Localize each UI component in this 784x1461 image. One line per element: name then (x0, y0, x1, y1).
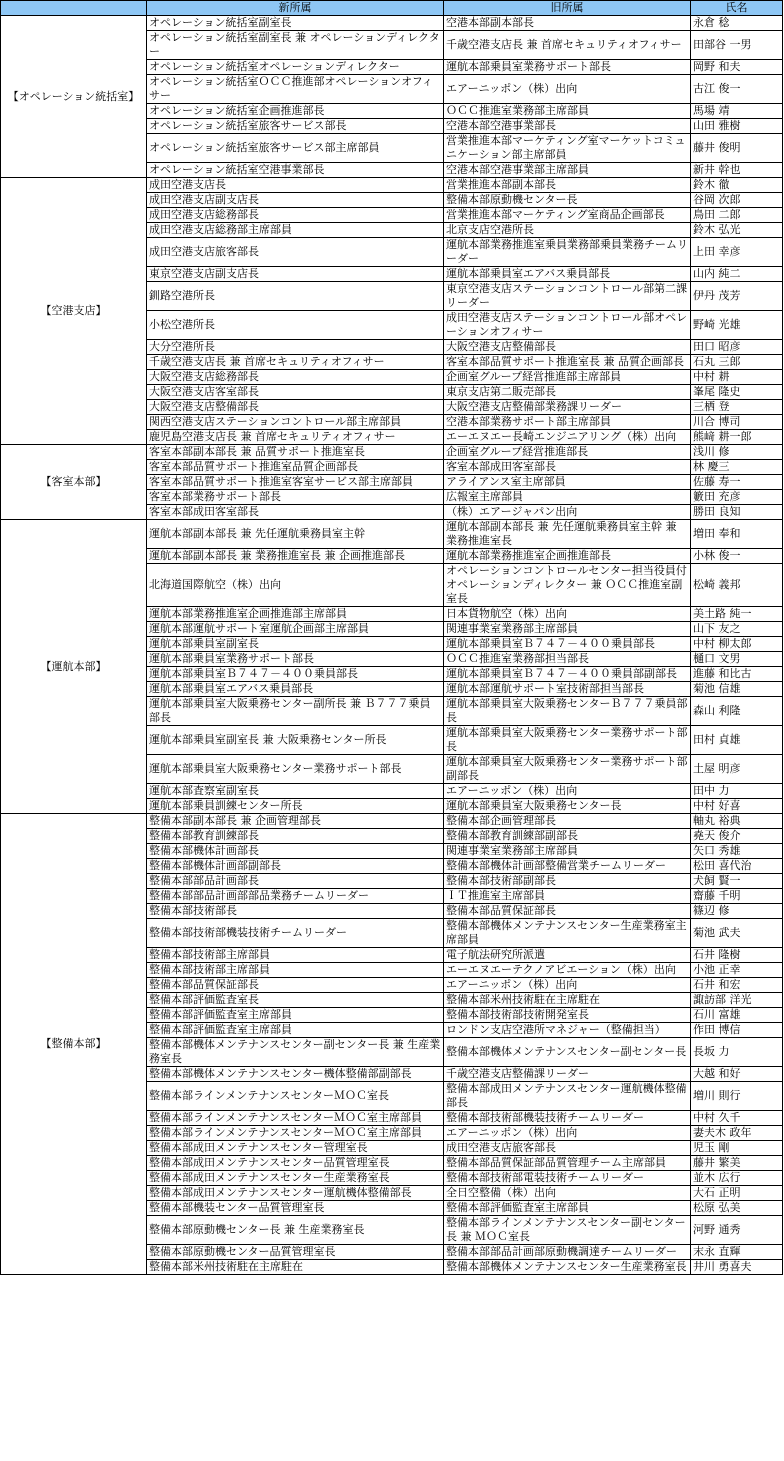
person-name-cell: 藤井 繁美 (691, 1156, 783, 1171)
new-affiliation-cell: 鹿児島空港支店長 兼 首席セキュリティオフィサー (147, 430, 444, 445)
table-row (1, 520, 783, 549)
old-affiliation-cell: 東京支店第二販売部長 (444, 385, 691, 400)
group-label-cell: 【客室本部】 (1, 445, 147, 520)
old-affiliation-cell: 運航本部運航サポート室技術部担当部長 (444, 682, 691, 697)
header-row (1, 1, 783, 16)
new-affiliation-cell: 運航本部査察室副室長 (147, 784, 444, 799)
person-name-cell: 大石 正明 (691, 1186, 783, 1201)
new-affiliation-cell: 整備本部ラインメンテナンスセンターＭＯＣ室長 (147, 1082, 444, 1111)
table-row (1, 814, 783, 829)
old-affiliation-cell: 客室本部成田客室部長 (444, 460, 691, 475)
person-name-cell: 田中 力 (691, 784, 783, 799)
new-affiliation-cell: 大分空港所長 (147, 340, 444, 355)
new-affiliation-cell: 客室本部業務サポート部長 (147, 490, 444, 505)
column-header-new-affiliation: 新所属 (147, 1, 444, 16)
old-affiliation-cell: 運航本部乗員室大阪乗務センター長 (444, 799, 691, 814)
old-affiliation-cell: 整備本部機体計画部整備営業チームリーダー (444, 859, 691, 874)
old-affiliation-cell: 整備本部技術部技術開発室長 (444, 1008, 691, 1023)
new-affiliation-cell: 整備本部技術部長 (147, 904, 444, 919)
new-affiliation-cell: 釧路空港所長 (147, 282, 444, 311)
new-affiliation-cell: 整備本部米州技術駐在主席駐在 (147, 1260, 444, 1275)
person-name-cell: 松崎 義邦 (691, 564, 783, 607)
old-affiliation-cell: 整備本部成田メンテナンスセンター運航機体整備部長 (444, 1082, 691, 1111)
person-name-cell: 堯天 俊介 (691, 829, 783, 844)
person-name-cell: 齋藤 千明 (691, 889, 783, 904)
old-affiliation-cell: 運航本部乗員室Ｂ７４７－４００乗員部長 (444, 637, 691, 652)
new-affiliation-cell: 整備本部評価監査室主席部員 (147, 1008, 444, 1023)
person-name-cell: 作田 博信 (691, 1023, 783, 1038)
table-row (1, 178, 783, 193)
group-label-cell: 【運航本部】 (1, 520, 147, 814)
old-affiliation-cell: 企画室グループ経営推進部主席部員 (444, 370, 691, 385)
person-name-cell: 新井 幹也 (691, 163, 783, 178)
person-name-cell: 森山 利隆 (691, 697, 783, 726)
old-affiliation-cell: ロンドン支店空港所マネジャー（整備担当） (444, 1023, 691, 1038)
table-row (1, 16, 783, 31)
person-name-cell: 林 慶三 (691, 460, 783, 475)
person-name-cell: 増川 則行 (691, 1082, 783, 1111)
old-affiliation-cell: 運航本部乗員室業務サポート部長 (444, 60, 691, 75)
old-affiliation-cell: 整備本部評価監査室主席部員 (444, 1201, 691, 1216)
person-name-cell: 小林 俊一 (691, 549, 783, 564)
new-affiliation-cell: オペレーション統括室副室長 兼 オペレーションディレクター (147, 31, 444, 60)
person-name-cell: 石川 富雄 (691, 1008, 783, 1023)
new-affiliation-cell: 成田空港支店総務部主席部員 (147, 223, 444, 238)
person-name-cell: 鈴木 徹 (691, 178, 783, 193)
old-affiliation-cell: 整備本部機体メンテナンスセンター生産業務室主席部員 (444, 919, 691, 948)
new-affiliation-cell: 運航本部副本部長 兼 業務推進室長 兼 企画推進部長 (147, 549, 444, 564)
person-name-cell: 松原 弘美 (691, 1201, 783, 1216)
person-name-cell: 熊﨑 耕一郎 (691, 430, 783, 445)
new-affiliation-cell: 整備本部副本部長 兼 企画管理部長 (147, 814, 444, 829)
person-name-cell: 田口 昭彦 (691, 340, 783, 355)
group-label-cell: 【空港支店】 (1, 178, 147, 445)
old-affiliation-cell: 運航本部乗員室大阪乗務センター業務サポート部長 (444, 726, 691, 755)
person-name-cell: 三栖 登 (691, 400, 783, 415)
column-header-old-affiliation: 旧所属 (444, 1, 691, 16)
person-name-cell: 石丸 三郎 (691, 355, 783, 370)
new-affiliation-cell: 千歳空港支店長 兼 首席セキュリティオフィサー (147, 355, 444, 370)
old-affiliation-cell: 整備本部部品計画部原動機調達チームリーダー (444, 1245, 691, 1260)
person-name-cell: 田部谷 一男 (691, 31, 783, 60)
person-name-cell: 籔田 充彦 (691, 490, 783, 505)
new-affiliation-cell: 整備本部品質保証部長 (147, 978, 444, 993)
old-affiliation-cell: 整備本部品質保証部長 (444, 904, 691, 919)
table-row (1, 445, 783, 460)
new-affiliation-cell: 整備本部成田メンテナンスセンター品質管理室長 (147, 1156, 444, 1171)
old-affiliation-cell: 整備本部機体メンテナンスセンター副センター長 (444, 1038, 691, 1067)
old-affiliation-cell: エアーニッポン（株）出向 (444, 784, 691, 799)
person-name-cell: 妻夫木 政年 (691, 1126, 783, 1141)
person-name-cell: 大越 和好 (691, 1067, 783, 1082)
person-name-cell: 山内 純二 (691, 267, 783, 282)
old-affiliation-cell: 関連事業室業務部主席部員 (444, 622, 691, 637)
old-affiliation-cell: エアーニッポン（株）出向 (444, 978, 691, 993)
person-name-cell: 河野 通秀 (691, 1216, 783, 1245)
person-name-cell: 美土路 純一 (691, 607, 783, 622)
column-header-name: 氏名 (691, 1, 783, 16)
old-affiliation-cell: 北京支店空港所長 (444, 223, 691, 238)
person-name-cell: 山下 友之 (691, 622, 783, 637)
old-affiliation-cell: ＯＣＣ推進室業務部担当部長 (444, 652, 691, 667)
old-affiliation-cell: 整備本部技術部副部長 (444, 874, 691, 889)
person-name-cell: 土屋 明彦 (691, 755, 783, 784)
person-name-cell: 犬飼 賢一 (691, 874, 783, 889)
old-affiliation-cell: 空港本部空港事業部長 (444, 119, 691, 134)
new-affiliation-cell: 整備本部教育訓練部長 (147, 829, 444, 844)
person-name-cell: 石井 隆樹 (691, 948, 783, 963)
old-affiliation-cell: 日本貨物航空（株）出向 (444, 607, 691, 622)
person-name-cell: 菊池 武夫 (691, 919, 783, 948)
new-affiliation-cell: 運航本部乗員室副室長 兼 大阪乗務センター所長 (147, 726, 444, 755)
person-name-cell: 佐藤 寿一 (691, 475, 783, 490)
old-affiliation-cell: 整備本部機体メンテナンスセンター生産業務室長 (444, 1260, 691, 1275)
old-affiliation-cell: 空港本部業務サポート部主席部員 (444, 415, 691, 430)
person-name-cell: 中村 耕 (691, 370, 783, 385)
person-name-cell: 菊池 信雄 (691, 682, 783, 697)
column-header-group (1, 1, 147, 16)
person-name-cell: 中村 柳太郎 (691, 637, 783, 652)
person-name-cell: 井川 勇喜夫 (691, 1260, 783, 1275)
person-name-cell: 進藤 和比古 (691, 667, 783, 682)
new-affiliation-cell: 運航本部乗員室大阪乗務センター業務サポート部長 (147, 755, 444, 784)
person-name-cell: 中村 好喜 (691, 799, 783, 814)
new-affiliation-cell: 関西空港支店ステーションコントロール部主席部員 (147, 415, 444, 430)
old-affiliation-cell: 整備本部原動機センター長 (444, 193, 691, 208)
new-affiliation-cell: 運航本部乗員室業務サポート部長 (147, 652, 444, 667)
old-affiliation-cell: 整備本部品質保証部品質管理チーム主席部員 (444, 1156, 691, 1171)
old-affiliation-cell: 電子航法研究所派遣 (444, 948, 691, 963)
new-affiliation-cell: オペレーション統括室旅客サービス部主席部員 (147, 134, 444, 163)
old-affiliation-cell: アライアンス室主席部員 (444, 475, 691, 490)
group-label-cell: 【整備本部】 (1, 814, 147, 1275)
old-affiliation-cell: 空港本部空港事業部主席部員 (444, 163, 691, 178)
person-name-cell: 永倉 稔 (691, 16, 783, 31)
new-affiliation-cell: 整備本部ラインメンテナンスセンターＭＯＣ室主席部員 (147, 1111, 444, 1126)
person-name-cell: 山田 雅樹 (691, 119, 783, 134)
new-affiliation-cell: オペレーション統括室ＯＣＣ推進部オペレーションオフィサー (147, 75, 444, 104)
new-affiliation-cell: 成田空港支店副支店長 (147, 193, 444, 208)
new-affiliation-cell: 整備本部評価監査室主席部員 (147, 1023, 444, 1038)
person-name-cell: 小池 正幸 (691, 963, 783, 978)
new-affiliation-cell: 運航本部乗員室大阪乗務センター副所長 兼 Ｂ７７７乗員部長 (147, 697, 444, 726)
old-affiliation-cell: オペレーションコントロールセンター担当役員付 オペレーションディレクター 兼 ＯＣＣ推進室副室長 (444, 564, 691, 607)
new-affiliation-cell: 整備本部成田メンテナンスセンター生産業務室長 (147, 1171, 444, 1186)
new-affiliation-cell: 整備本部評価監査室長 (147, 993, 444, 1008)
old-affiliation-cell: 客室本部品質サポート推進室長 兼 品質企画部長 (444, 355, 691, 370)
new-affiliation-cell: 整備本部技術部主席部員 (147, 948, 444, 963)
new-affiliation-cell: 運航本部乗員室エアバス乗員部長 (147, 682, 444, 697)
old-affiliation-cell: 営業推進本部副本部長 (444, 178, 691, 193)
new-affiliation-cell: 整備本部ラインメンテナンスセンターＭＯＣ室主席部員 (147, 1126, 444, 1141)
person-name-cell: 上田 幸彦 (691, 238, 783, 267)
old-affiliation-cell: 全日空整備（株）出向 (444, 1186, 691, 1201)
person-name-cell: 篠辺 修 (691, 904, 783, 919)
new-affiliation-cell: オペレーション統括室副室長 (147, 16, 444, 31)
new-affiliation-cell: 整備本部機体メンテナンスセンター副センター長 兼 生産業務室長 (147, 1038, 444, 1067)
person-name-cell: 樋口 文男 (691, 652, 783, 667)
old-affiliation-cell: エアーニッポン（株）出向 (444, 75, 691, 104)
person-name-cell: 馬場 靖 (691, 104, 783, 119)
old-affiliation-cell: 成田空港支店ステーションコントロール部オペレーションオフィサー (444, 311, 691, 340)
new-affiliation-cell: 運航本部乗員訓練センター所長 (147, 799, 444, 814)
old-affiliation-cell: 整備本部ラインメンテナンスセンター副センター長 兼 ＭＯＣ室長 (444, 1216, 691, 1245)
old-affiliation-cell: 整備本部技術部電装技術チームリーダー (444, 1171, 691, 1186)
new-affiliation-cell: 成田空港支店旅客部長 (147, 238, 444, 267)
old-affiliation-cell: 大阪空港支店整備部業務課リーダー (444, 400, 691, 415)
old-affiliation-cell: 整備本部技術部機装技術チームリーダー (444, 1111, 691, 1126)
new-affiliation-cell: 大阪空港支店客室部長 (147, 385, 444, 400)
old-affiliation-cell: 運航本部乗員室エアバス乗員部長 (444, 267, 691, 282)
new-affiliation-cell: オペレーション統括室企画推進部長 (147, 104, 444, 119)
table-header (1, 1, 783, 16)
old-affiliation-cell: 広報室主席部員 (444, 490, 691, 505)
old-affiliation-cell: 大阪空港支店整備部長 (444, 340, 691, 355)
old-affiliation-cell: エアーニッポン（株）出向 (444, 1126, 691, 1141)
new-affiliation-cell: 小松空港所長 (147, 311, 444, 340)
person-name-cell: 伊丹 茂芳 (691, 282, 783, 311)
person-name-cell: 諏訪部 洋光 (691, 993, 783, 1008)
old-affiliation-cell: 整備本部米州技術駐在主席駐在 (444, 993, 691, 1008)
old-affiliation-cell: 営業推進本部マーケティング室マーケットコミュニケーション部主席部員 (444, 134, 691, 163)
group-label-cell: 【オペレーション統括室】 (1, 16, 147, 178)
old-affiliation-cell: ＩＴ推進室主席部員 (444, 889, 691, 904)
new-affiliation-cell: 整備本部機体計画部長 (147, 844, 444, 859)
new-affiliation-cell: 整備本部機体計画部副部長 (147, 859, 444, 874)
new-affiliation-cell: 北海道国際航空（株）出向 (147, 564, 444, 607)
new-affiliation-cell: 客室本部副本部長 兼 品質サポート推進室長 (147, 445, 444, 460)
old-affiliation-cell: 営業推進本部マーケティング室商品企画部長 (444, 208, 691, 223)
old-affiliation-cell: 運航本部業務推進室企画推進部長 (444, 549, 691, 564)
person-name-cell: 石井 和宏 (691, 978, 783, 993)
old-affiliation-cell: ＯＣＣ推進室業務部主席部員 (444, 104, 691, 119)
old-affiliation-cell: 空港本部副本部長 (444, 16, 691, 31)
old-affiliation-cell: 千歳空港支店整備課リーダー (444, 1067, 691, 1082)
old-affiliation-cell: エーエヌエー長崎エンジニアリング（株）出向 (444, 430, 691, 445)
new-affiliation-cell: 整備本部原動機センター品質管理室長 (147, 1245, 444, 1260)
new-affiliation-cell: オペレーション統括室オペレーションディレクター (147, 60, 444, 75)
new-affiliation-cell: 運航本部運航サポート室運航企画部主席部員 (147, 622, 444, 637)
old-affiliation-cell: 整備本部企画管理部長 (444, 814, 691, 829)
new-affiliation-cell: オペレーション統括室空港事業部長 (147, 163, 444, 178)
person-name-cell: 勝田 良知 (691, 505, 783, 520)
new-affiliation-cell: 成田空港支店総務部長 (147, 208, 444, 223)
person-name-cell: 末永 直輝 (691, 1245, 783, 1260)
person-name-cell: 軸丸 裕典 (691, 814, 783, 829)
new-affiliation-cell: 整備本部機装センター品質管理室長 (147, 1201, 444, 1216)
person-name-cell: 藤井 俊明 (691, 134, 783, 163)
new-affiliation-cell: 整備本部原動機センター長 兼 生産業務室長 (147, 1216, 444, 1245)
new-affiliation-cell: 整備本部部品計画部長 (147, 874, 444, 889)
old-affiliation-cell: 運航本部乗員室大阪乗務センター業務サポート部副部長 (444, 755, 691, 784)
new-affiliation-cell: 運航本部乗員室Ｂ７４７－４００乗員部長 (147, 667, 444, 682)
old-affiliation-cell: （株）エアージャパン出向 (444, 505, 691, 520)
old-affiliation-cell: 運航本部業務推進室乗員業務部乗員業務チームリーダー (444, 238, 691, 267)
person-name-cell: 増田 奉和 (691, 520, 783, 549)
old-affiliation-cell: 整備本部教育訓練部副部長 (444, 829, 691, 844)
person-name-cell: 古江 俊一 (691, 75, 783, 104)
old-affiliation-cell: 企画室グループ経営推進部長 (444, 445, 691, 460)
old-affiliation-cell: 運航本部副本部長 兼 先任運航乗務員室主幹 兼 業務推進室長 (444, 520, 691, 549)
old-affiliation-cell: エーエヌエーテクノアビエーション（株）出向 (444, 963, 691, 978)
person-name-cell: 松田 喜代治 (691, 859, 783, 874)
new-affiliation-cell: 客室本部成田客室部長 (147, 505, 444, 520)
new-affiliation-cell: 運航本部乗員室副室長 (147, 637, 444, 652)
person-name-cell: 長坂 力 (691, 1038, 783, 1067)
old-affiliation-cell: 成田空港支店旅客部長 (444, 1141, 691, 1156)
person-name-cell: 児玉 剛 (691, 1141, 783, 1156)
new-affiliation-cell: 東京空港支店副支店長 (147, 267, 444, 282)
new-affiliation-cell: 大阪空港支店整備部長 (147, 400, 444, 415)
new-affiliation-cell: 整備本部技術部機装技術チームリーダー (147, 919, 444, 948)
person-name-cell: 野崎 光雄 (691, 311, 783, 340)
person-name-cell: 中村 久千 (691, 1111, 783, 1126)
new-affiliation-cell: 成田空港支店長 (147, 178, 444, 193)
new-affiliation-cell: 客室本部品質サポート推進室客室サービス部主席部員 (147, 475, 444, 490)
person-name-cell: 鳥田 二郎 (691, 208, 783, 223)
table-body (1, 16, 783, 1275)
old-affiliation-cell: 千歳空港支店長 兼 首席セキュリティオフィサー (444, 31, 691, 60)
person-name-cell: 岡野 和夫 (691, 60, 783, 75)
new-affiliation-cell: 大阪空港支店総務部長 (147, 370, 444, 385)
old-affiliation-cell: 運航本部乗員室大阪乗務センターＢ７７７乗員部長 (444, 697, 691, 726)
new-affiliation-cell: 運航本部業務推進室企画推進部主席部員 (147, 607, 444, 622)
new-affiliation-cell: オペレーション統括室旅客サービス部長 (147, 119, 444, 134)
person-name-cell: 峯尾 隆史 (691, 385, 783, 400)
person-name-cell: 谷岡 次郎 (691, 193, 783, 208)
old-affiliation-cell: 運航本部乗員室Ｂ７４７－４００乗員部副部長 (444, 667, 691, 682)
person-name-cell: 鈴木 弘光 (691, 223, 783, 238)
person-name-cell: 川合 博司 (691, 415, 783, 430)
new-affiliation-cell: 客室本部品質サポート推進室品質企画部長 (147, 460, 444, 475)
new-affiliation-cell: 運航本部副本部長 兼 先任運航乗務員室主幹 (147, 520, 444, 549)
old-affiliation-cell: 東京空港支店ステーションコントロール部第二課リーダー (444, 282, 691, 311)
new-affiliation-cell: 整備本部技術部主席部員 (147, 963, 444, 978)
new-affiliation-cell: 整備本部成田メンテナンスセンター運航機体整備部長 (147, 1186, 444, 1201)
person-name-cell: 並木 広行 (691, 1171, 783, 1186)
person-name-cell: 矢口 秀雄 (691, 844, 783, 859)
new-affiliation-cell: 整備本部成田メンテナンスセンター管理室長 (147, 1141, 444, 1156)
old-affiliation-cell: 関連事業室業務部主席部員 (444, 844, 691, 859)
person-name-cell: 浅川 修 (691, 445, 783, 460)
new-affiliation-cell: 整備本部機体メンテナンスセンター機体整備部副部長 (147, 1067, 444, 1082)
person-name-cell: 田村 貞雄 (691, 726, 783, 755)
new-affiliation-cell: 整備本部部品計画部部品業務チームリーダー (147, 889, 444, 904)
